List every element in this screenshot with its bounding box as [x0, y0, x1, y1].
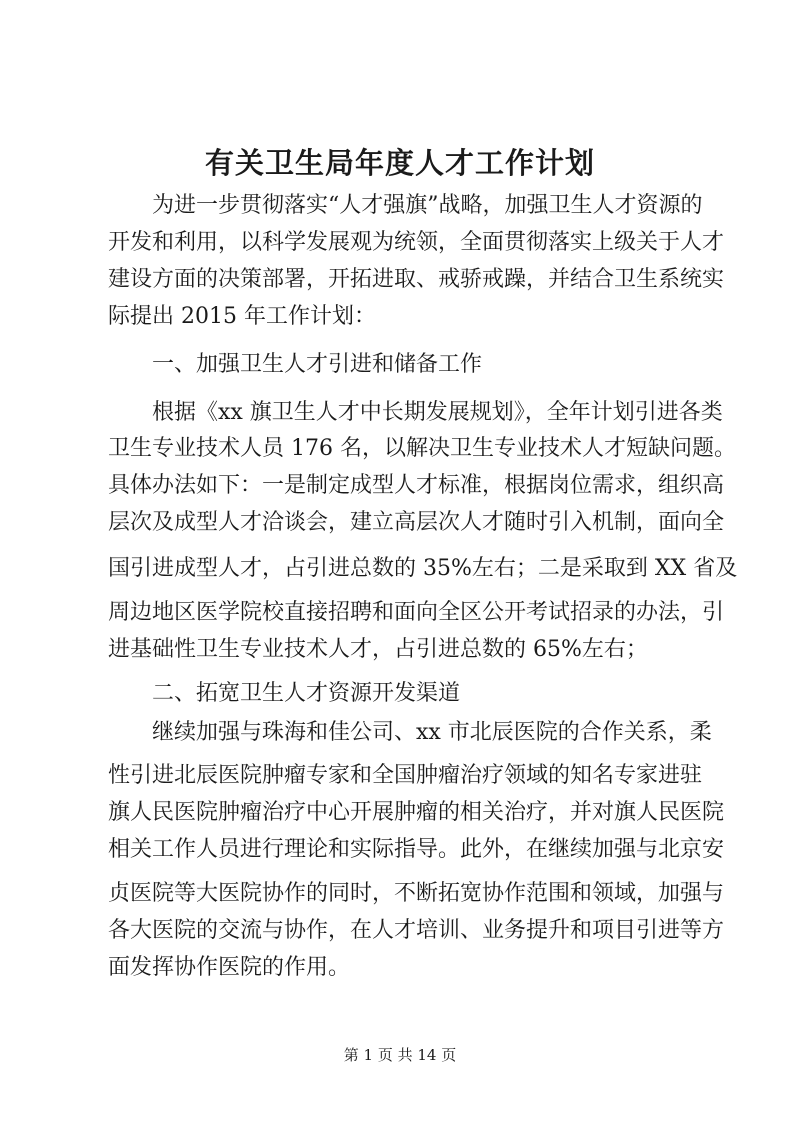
- section2-line-6: 各大医院的交流与协作，在人才培训、业务提升和项目引进等方: [108, 918, 725, 943]
- intro-line-3: 建设方面的决策部署，开拓进取、戒骄戒躁，并结合卫生系统实: [108, 267, 725, 292]
- section1-line-1: 根据《xx 旗卫生人才中长期发展规划》，全年计划引进各类: [152, 400, 723, 425]
- section2-line-3: 旗人民医院肿瘤治疗中心开展肿瘤的相关治疗，并对旗人民医院: [108, 800, 725, 825]
- section1-line-2: 卫生专业技术人员 176 名，以解决卫生专业技术人才短缺问题。: [108, 436, 736, 461]
- section2-line-5: 贞医院等大医院协作的同时，不断拓宽协作范围和领域，加强与: [108, 881, 725, 906]
- section2-line-4: 相关工作人员进行理论和实际指导。此外，在继续加强与北京安: [108, 837, 725, 862]
- intro-line-1: 为进一步贯彻落实“人才强旗”战略，加强卫生人才资源的: [152, 193, 703, 218]
- section2-line-7: 面发挥协作医院的作用。: [108, 955, 351, 980]
- section1-line-3: 具体办法如下：一是制定成型人才标准，根据岗位需求，组织高: [108, 473, 725, 498]
- section1-line-7: 进基础性卫生专业技术人才，占引进总数的 65%左右；: [108, 637, 648, 662]
- page-number-footer: 第 1 页 共 14 页: [343, 1046, 457, 1064]
- section-heading-1: 一、加强卫生人才引进和储备工作: [152, 352, 483, 377]
- intro-line-2: 开发和利用，以科学发展观为统领，全面贯彻落实上级关于人才: [108, 230, 725, 255]
- section1-line-4: 层次及成型人才洽谈会，建立高层次人才随时引入机制，面向全: [108, 510, 725, 535]
- section1-line-6: 周边地区医学院校直接招聘和面向全区公开考试招录的办法，引: [108, 600, 725, 625]
- section1-line-5: 国引进成型人才，占引进总数的 35%左右；二是采取到 XX 省及: [108, 556, 738, 581]
- page-title: 有关卫生局年度人才工作计划: [204, 146, 595, 180]
- section-heading-2: 二、拓宽卫生人才资源开发渠道: [152, 681, 461, 706]
- section2-line-1: 继续加强与珠海和佳公司、xx 市北辰医院的合作关系，柔: [152, 720, 712, 745]
- section2-line-2: 性引进北辰医院肿瘤专家和全国肿瘤治疗领域的知名专家进驻: [108, 763, 703, 788]
- intro-line-4: 际提出 2015 年工作计划：: [108, 304, 376, 329]
